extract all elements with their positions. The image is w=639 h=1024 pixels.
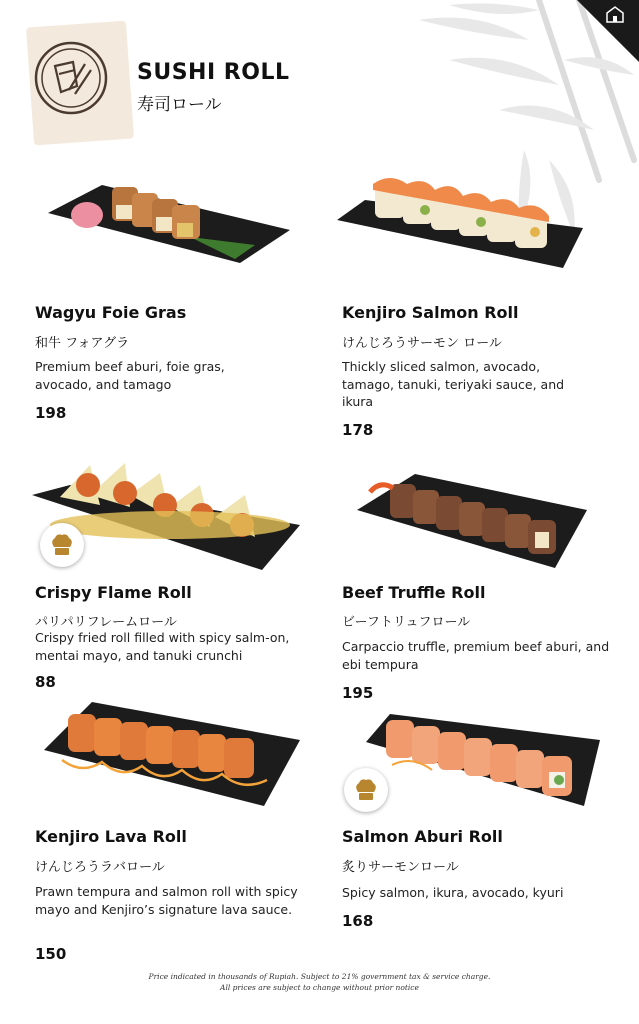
home-icon <box>577 0 639 62</box>
item-description: Spicy salmon, ikura, avocado, kyuri <box>342 885 564 900</box>
item-price: 168 <box>342 912 374 930</box>
kenjiro-salmon-roll-image[interactable] <box>335 170 585 270</box>
item-description: Premium beef aburi, foie gras, avocado, and tamago <box>35 359 225 392</box>
item-name: Salmon Aburi Roll <box>342 827 503 846</box>
back-to-index-button[interactable] <box>577 0 639 62</box>
item-description: Thickly sliced salmon, avocado, tamago, tanuki, teriyaki sauce, and ikura <box>342 359 565 409</box>
item-price: 88 <box>35 673 56 691</box>
item-name: Crispy Flame Roll <box>35 583 192 602</box>
beef-truffle-roll-image[interactable] <box>355 470 590 570</box>
item-price: 150 <box>35 945 67 963</box>
item-price: 178 <box>342 421 374 439</box>
item-description: Carpaccio truffle, premium beef aburi, and ebi tempura <box>342 639 610 672</box>
footer-tax-note: Price indicated in thousands of Rupiah. Subject to 21% government tax & service charge. <box>148 972 491 981</box>
chef-hat-icon <box>48 531 76 559</box>
item-name: Kenjiro Salmon Roll <box>342 303 519 322</box>
footer-price-note: All prices are subject to change without prior notice <box>220 983 419 992</box>
item-description: Prawn tempura and salmon roll with spicy mayo and Kenjiro’s signature lava sauce. <box>35 884 298 917</box>
salmon-aburi-roll-image[interactable] <box>362 710 602 810</box>
item-name: Wagyu Foie Gras <box>35 303 187 322</box>
logo-icon <box>33 40 109 116</box>
item-price: 198 <box>35 404 67 422</box>
wagyu-foie-gras-image[interactable] <box>40 175 295 270</box>
item-jp-name: パリパリフレームロール <box>35 615 177 630</box>
kenjiro-lava-roll-image[interactable] <box>42 700 302 810</box>
page-subtitle: 寿司ロール <box>137 95 222 115</box>
item-jp-name: 炙りサーモンロール <box>342 860 459 875</box>
item-jp-name: けんじろうサーモン ロール <box>342 336 502 351</box>
item-description: Crispy fried roll filled with spicy salm-on, mentai mayo, and tanuki crunchi <box>35 630 290 663</box>
item-jp-name: 和牛 フォアグラ <box>35 336 130 351</box>
item-name: Beef Truffle Roll <box>342 583 486 602</box>
item-price: 195 <box>342 684 374 702</box>
chef-recommendation-badge <box>40 523 84 567</box>
chef-recommendation-badge <box>344 768 388 812</box>
page-title: SUSHI ROLL <box>137 60 290 85</box>
item-jp-name: ビーフトリュフロール <box>342 615 471 630</box>
chef-hat-icon <box>352 776 380 804</box>
item-name: Kenjiro Lava Roll <box>35 827 187 846</box>
item-jp-name: けんじろうラバロール <box>35 860 165 875</box>
